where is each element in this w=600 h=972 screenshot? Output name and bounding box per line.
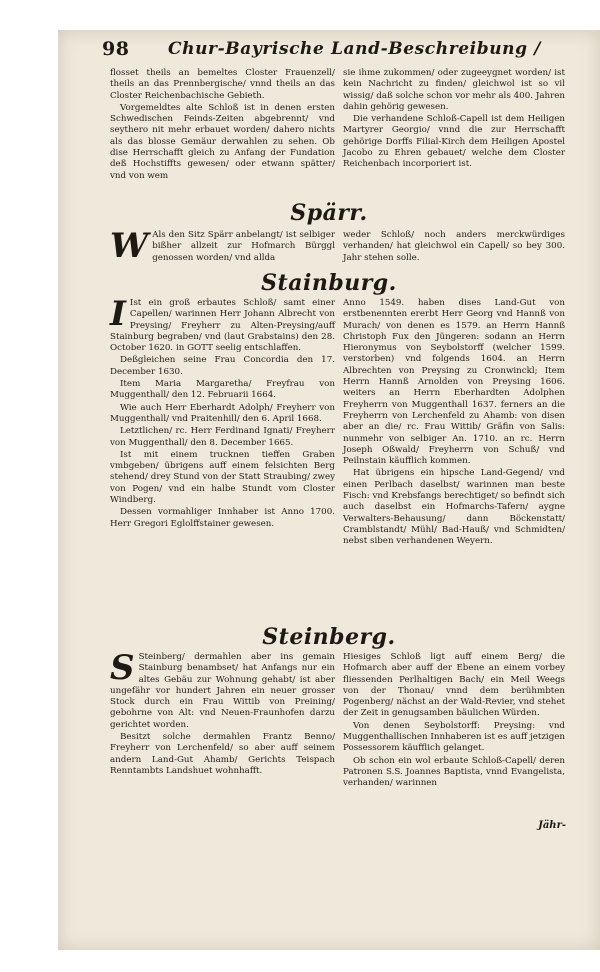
paragraph-text: Als den Sitz Spärr anbelangt/ ist selbiger bißher allzeit zur Hofmarch Bürggl genossen worden/ vnd allda — [152, 230, 335, 263]
paragraph: Item Maria Margaretha/ Freyfrau von Muggenthall/ den 12. Februarii 1664. — [110, 379, 335, 401]
paragraph: sie ihme zukommen/ oder zugeeygnet worden/ ist kein Nachricht zu finden/ gleichwol ist so vil wissig/ daß solche schon vor mehr als 400. Jahren dahin gehörig gewesen. — [343, 68, 565, 112]
paragraph: flosset theils an bemeltes Closter Frauenzell/ theils an das Prennbergische/ vnnd theils an das Closter Reichenbachische Gebieth. — [110, 68, 335, 101]
paragraph: Wie auch Herr Eberhardt Adolph/ Freyherr von Muggenthall/ vnd Praitenhill/ den 6. April 1668. — [110, 402, 335, 424]
paragraph: Deßgleichen seine Frau Concordia den 17. December 1630. — [110, 355, 335, 377]
sparr-left-column — [110, 226, 335, 266]
catchword: Jähr- — [538, 820, 566, 831]
paragraph: Ist mit einem trucknen tieffen Graben vmbgeben/ übrigens auff einem felsichten Berg stehend/ drey Stund von der Statt Straubing/ zwey von Pogen/ vnd ein halbe Stundt vom Closter Windberg. — [110, 449, 335, 506]
paragraph: Hat übrigens ein hipsche Land-Gegend/ vnd einen Perlbach daselbst/ warinnen man beste Fisch: vnd Krebsfangs berechtiget/ so befindt sich auch daselbst ein Hofmarchs-Tafern/ aygne Verwalters-Behausung/ dann Böckenstatt/ Cramblstandt/ Mühl/ Bad-Hauß/ vnd Schmidten/ nebst siben verhandenen Weyern. — [343, 468, 565, 547]
paragraph-text: Steinberg/ dermahlen aber ins gemain Stainburg benambset/ hat Anfangs nur ein altes Gebäu zur Wohnung gehabt/ ist aber ungefähr vor hundert Jahren ein neuer grosser Stock durch ein Frau Wittib von Preining/ gebohrne von Alt: vnd Neuen-Fraunhofen darzu gerichtet worden. — [110, 652, 335, 730]
drop-cap: W — [110, 226, 149, 266]
paragraph: Letztlichen/ rc. Herr Ferdinand Ignati/ Freyherr von Muggenthall/ den 8. December 1665. — [110, 426, 335, 448]
paragraph: Hiesiges Schloß ligt auff einem Berg/ die Hofmarch aber auff der Ebene an einem vorbey fliessenden Perlhaltigen Bach/ ein Meil Weegs von der Thonau/ vnnd dem berühmbten Pogenberg/ nächst an der Wald-Revier, vnd stehet der Zeit in genugsamben bäulichen Würden. — [343, 652, 565, 719]
block1-left-column — [110, 68, 335, 183]
steinberg-right-column — [343, 652, 565, 791]
paragraph: Von denen Seybolstorff: Preysing: vnd Muggenthallischen Innhaberen ist es auff jetzigen Possessorem käufflich gelanget. — [343, 720, 565, 754]
section-title-steinberg: Steinberg. — [262, 624, 396, 650]
page-header — [58, 38, 578, 64]
paragraph — [110, 226, 335, 266]
paragraph: Ob schon ein wol erbaute Schloß-Capell/ deren Patronen S.S. Joannes Baptista, vnnd Evangelista, verhanden/ warinnen — [343, 755, 565, 789]
stainburg-left-column — [110, 294, 335, 531]
paragraph — [110, 294, 335, 354]
drop-cap: I — [110, 294, 126, 334]
sparr-right-column — [343, 230, 565, 265]
paragraph-text: Ist ein groß erbautes Schloß/ samt einer Capellen/ warinnen Herr Johann Albrecht von Preysing/ Freyherr zu Alten-Preysing/auff Stainburg begraben/ vnd (laut Grabstains) den 28. October 1620. in GOTT seelig entschlaffen. — [110, 298, 335, 354]
paragraph: Besitzt solche dermahlen Frantz Benno/ Freyherr von Lerchenfeld/ so aber auff seinem andern Land-Gut Ahamb/ Gerichts Teispach Renntambts Landshuet wohnhafft. — [110, 732, 335, 776]
section-title-sparr: Spärr. — [290, 200, 368, 226]
paragraph — [110, 648, 335, 731]
drop-cap: S — [110, 648, 135, 688]
steinberg-left-column — [110, 648, 335, 778]
paragraph: Anno 1549. haben dises Land-Gut von erstbenennten ererbt Herr Georg vnd Hannß von Murach/ von denen es 1579. an Herrn Hannß Christoph Fux den Jüngeren: sodann an Herrn Hieronymus von Seybolstorff (welcher 1599. verstorben) vnd folgends 1604. an Herrn Albrechten von Preysing zu Cronwinckl; Item Herrn Hannß Arnolden von Preysing 1606. weiters an Herrn Eberhardten Adolphen Freyherrn von Muggenthall 1637. ferners an die Freyherrn von Lerchenfeld zu Ahamb: von disen aber an die/ rc. Frau Wittib/ Gräfin von Salis: nunmehr von selbiger An. 1710. an rc. Herrn Joseph Oßwald/ Freyherrn von Schuß/ vnd Peilnstain käufflich kommen. — [343, 298, 565, 467]
paragraph: weder Schloß/ noch anders merckwürdiges verhanden/ hat gleichwol ein Capell/ so bey 300. Jahr stehen solle. — [343, 230, 565, 263]
scan-background — [0, 0, 58, 972]
stainburg-right-column — [343, 298, 565, 549]
paragraph: Die verhandene Schloß-Capell ist dem Heiligen Martyrer Georgio/ vnnd die zur Herrschafft gehörige Dorffs Filial-Kirch dem Heiligen Apostel Jacobo zu Ehren gebauet/ welche dem Closter Reichenbach incorporiert ist. — [343, 114, 565, 170]
paragraph: Dessen vormahliger Innhaber ist Anno 1700. Herr Gregori Eglolffstainer gewesen. — [110, 507, 335, 529]
block1-right-column — [343, 68, 565, 172]
section-title-stainburg: Stainburg. — [261, 270, 397, 296]
page-number: 98 — [102, 38, 130, 60]
running-title: Chur-Bayrische Land-Beschreibung / — [168, 39, 541, 59]
paragraph: Vorgemeldtes alte Schloß ist in denen ersten Schwedischen Feinds-Zeiten abgebrennt/ vnd seythero nit mehr erbauet worden/ dahero nichts als das blosse Gemäur derwahlen zu sehen. Ob dise Herrschafft gleich zu Anfang der Fundation deß Hochstiffts gewesen/ oder etwann spätter/ vnd von wem — [110, 102, 335, 181]
